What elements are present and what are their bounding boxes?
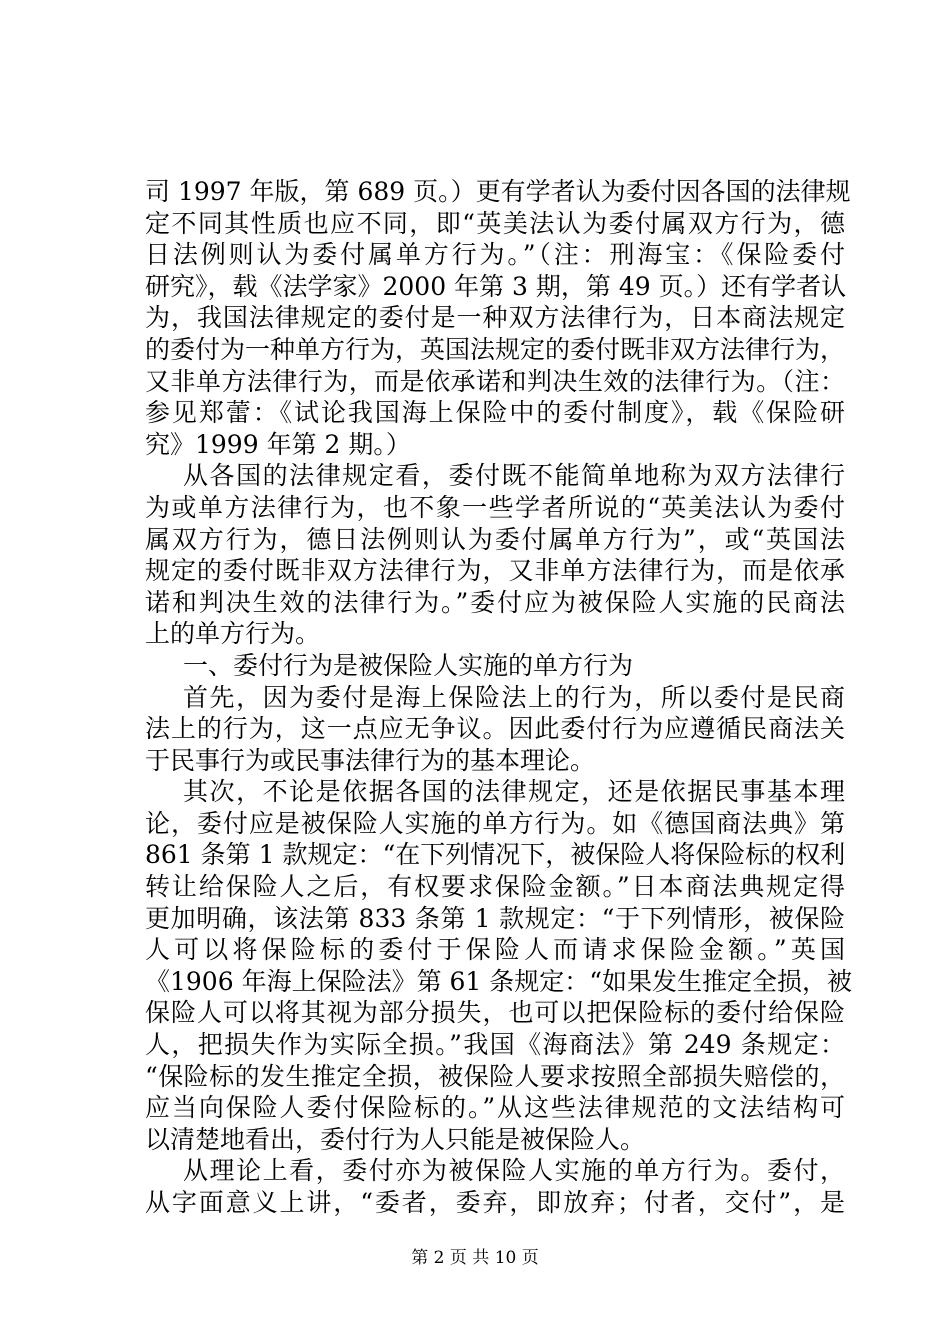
text-line: 法上的行为，这一点应无争议。因此委付行为应遵循民商法关 [145,714,845,744]
text-line: 诺和判决生效的法律行为。”委付应为被保险人实施的民商法 [145,587,845,617]
text-line: 规定的委付既非双方法律行为，又非单方法律行为，而是依承 [145,556,845,586]
text-line: 应当向保险人委付保险标的。”从这些法律规范的文法结构可 [145,1093,845,1123]
text-line: 更加明确，该法第 833 条第 1 款规定：“于下列情形，被保险 [145,903,845,933]
text-line: 861 条第 1 款规定：“在下列情况下，被保险人将保险标的权利 [145,840,846,870]
text-line: 论，委付应是被保险人实施的单方行为。如《德国商法典》第 [145,808,845,838]
page-footer: 第 2 页 共 10 页 [411,1248,539,1268]
text-line: 保险人可以将其视为部分损失，也可以把保险标的委付给保险 [145,998,845,1028]
text-line: 上的单方行为。 [145,619,321,649]
text-line: 司 1997 年版，第 689 页。）更有学者认为委付因各国的法律规 [145,177,851,206]
text-line: 《1906 年海上保险法》第 61 条规定：“如果发生推定全损，被 [145,966,853,996]
text-line: 从字面意义上讲，“委者，委弃，即放弃；付者，交付”，是 [145,1188,845,1217]
text-line: 人可以将保险标的委付于保险人而请求保险金额。”英国 [145,935,845,965]
text-line: 于民事行为或民事法律行为的基本理论。 [145,745,596,775]
text-line: 日法例则认为委付属单方行为。”（注：刑海宝：《保险委付 [145,240,845,270]
text-line: 从各国的法律规定看，委付既不能简单地称为双方法律行 [183,461,845,491]
text-line: 又非单方法律行为，而是依承诺和判决生效的法律行为。（注： [145,366,845,396]
text-line: 究》1999 年第 2 期。） [145,429,411,459]
text-line: 属双方行为，德日法例则认为委付属单方行为”，或“英国法 [145,524,845,554]
text-line: “保险标的发生推定全损，被保险人要求按照全部损失赔偿的， [145,1061,845,1091]
text-line: 参见郑蕾：《试论我国海上保险中的委付制度》，载《保险研 [145,398,845,428]
text-line: 为或单方法律行为，也不象一些学者所说的“英美法认为委付 [145,492,845,522]
document-body [145,176,853,1219]
text-line: 其次，不论是依据各国的法律规定，还是依据民事基本理 [183,777,845,807]
text-line: 首先，因为委付是海上保险法上的行为，所以委付是民商 [183,682,845,712]
text-line: 研究》，载《法学家》2000 年第 3 期，第 49 页。）还有学者认 [145,271,847,301]
text-line: 从理论上看，委付亦为被保险人实施的单方行为。委付， [183,1156,845,1186]
text-line: 定不同其性质也应不同，即“英美法认为委付属双方行为，德 [145,208,845,238]
text-line: 转让给保险人之后，有权要求保险金额。”日本商法典规定得 [145,872,845,902]
text-line: 为，我国法律规定的委付是一种双方法律行为，日本商法规定 [145,303,845,333]
text-line: 一、委付行为是被保险人实施的单方行为 [183,650,634,680]
text-line: 人，把损失作为实际全损。”我国《海商法》第 249 条规定： [145,1030,845,1060]
text-line: 的委付为一种单方行为，英国法规定的委付既非双方法律行为， [145,334,846,364]
text-line: 以清楚地看出，委付行为人只能是被保险人。 [145,1124,646,1154]
